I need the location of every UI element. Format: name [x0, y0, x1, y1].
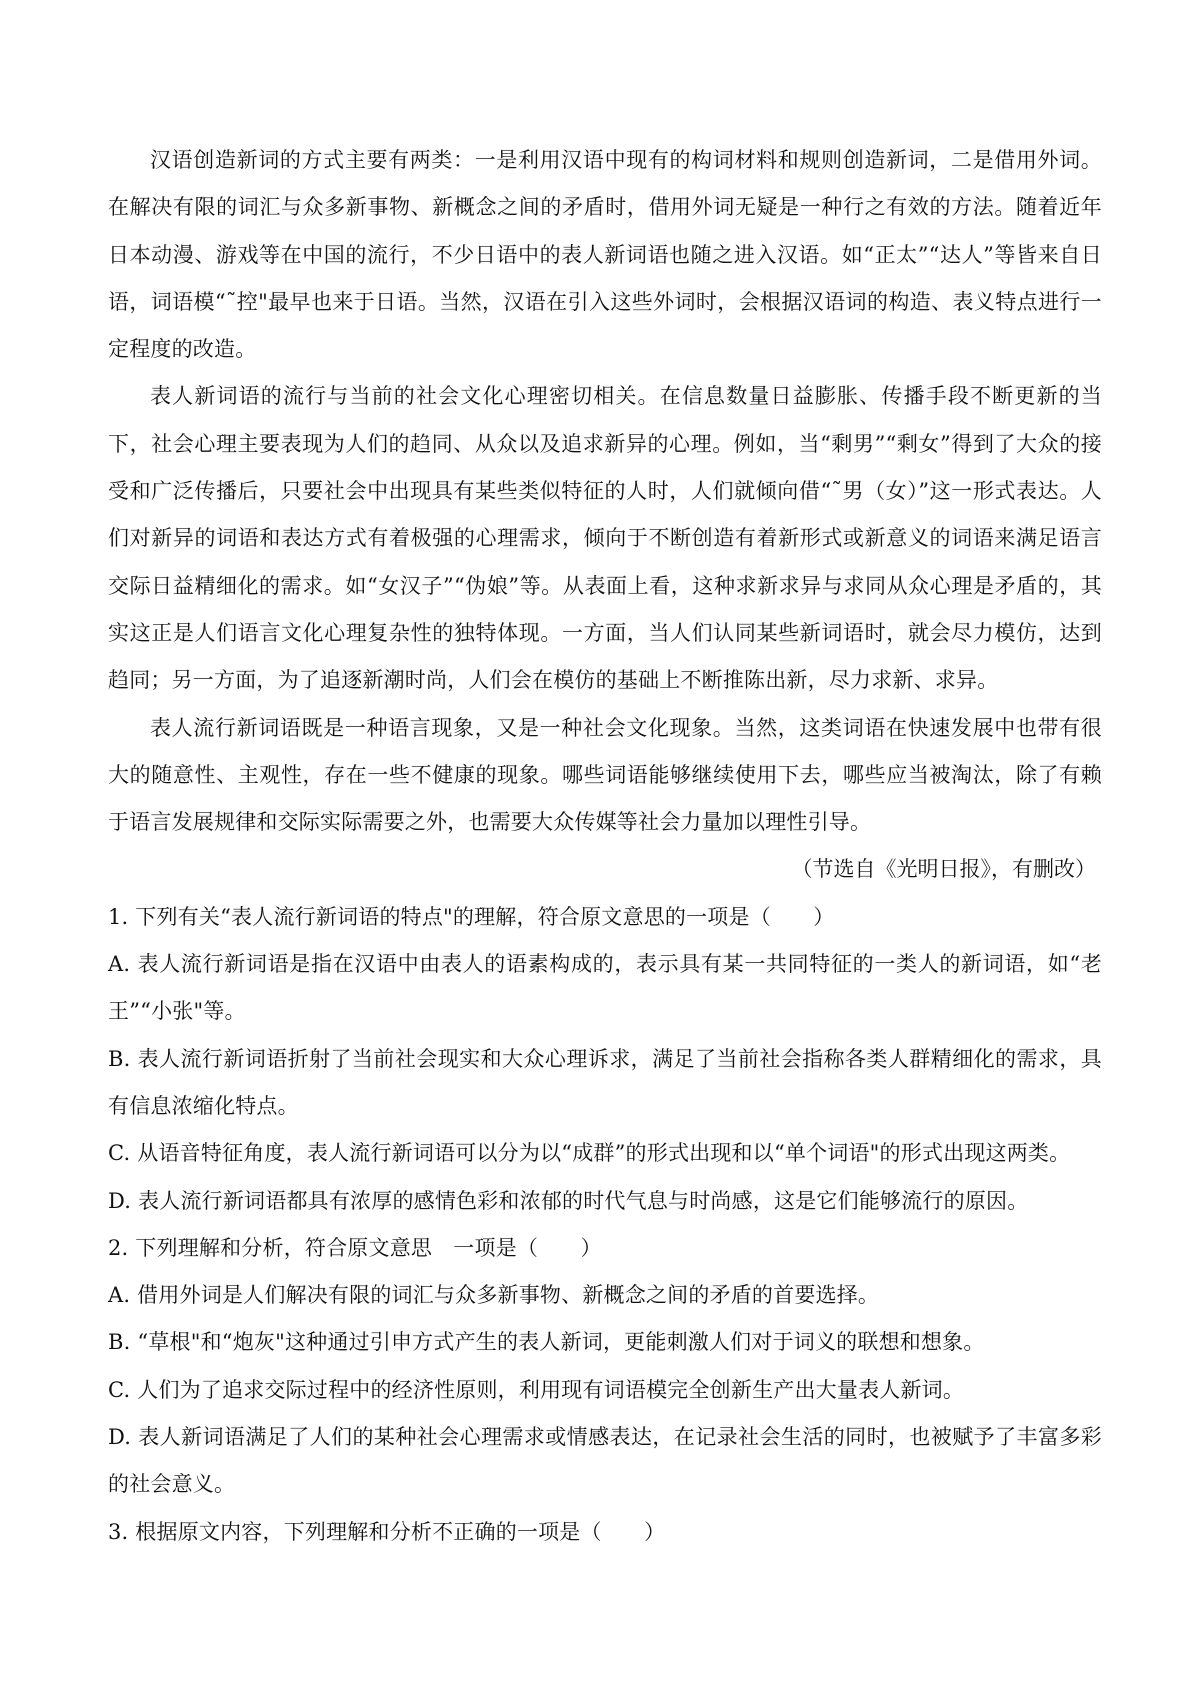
question-stem: 1. 下列有关“表人流行新词语的特点"的理解，符合原文意思的一项是（ ）	[108, 904, 835, 929]
article-source: （节选自《光明日报》，有删改）	[791, 857, 1096, 882]
question-2	[108, 1225, 1102, 1509]
option-b: B. “草根"和“炮灰"这种通过引申方式产生的表人新词，更能刺激人们对于词义的联想和想象。	[108, 1330, 985, 1355]
option-b: B. 表人流行新词语折射了当前社会现实和大众心理诉求，满足了当前社会指称各类人群精细化的需求，具有信息浓缩化特点。	[108, 1046, 1102, 1118]
option-d: D. 表人流行新词语都具有浓厚的感情色彩和浓郁的时代气息与时尚感，这是它们能够流行的原因。	[108, 1188, 1029, 1213]
article-paragraph-2: 表人新词语的流行与当前的社会文化心理密切相关。在信息数量日益膨胀、传播手段不断更新的当下，社会心理主要表现为人们的趋同、从众以及追求新异的心理。例如，当“剩男”“剩女”得到了大众的接受和广泛传播后，只要社会中出现具有某些类似特征的人时，人们就倾向借“˜男（女）”这一形式表达。人们对新异的词语和表达方式有着极强的心理需求，倾向于不断创造有着新形式或新意义的词语来满足语言交际日益精细化的需求。如“女汉子”“伪娘”等。从表面上看，这种求新求异与求同从众心理是矛盾的，其实这正是人们语言文化心理复杂性的独特体现。一方面，当人们认同某些新词语时，就会尽力模仿，达到趋同；另一方面，为了追逐新潮时尚，人们会在模仿的基础上不断推陈出新，尽力求新、求异。	[108, 384, 1102, 693]
option-c: C. 人们为了追求交际过程中的经济性原则，利用现有词语模完全创新生产出大量表人新词。	[108, 1377, 965, 1402]
option-a: A. 借用外词是人们解决有限的词汇与众多新事物、新概念之间的矛盾的首要选择。	[108, 1283, 880, 1308]
option-c: C. 从语音特征角度，表人流行新词语可以分为以“成群”的形式出现和以“单个词语"的形式出现这两类。	[108, 1141, 1071, 1166]
question-1	[108, 894, 1102, 1225]
question-list	[108, 894, 1102, 1556]
article-paragraph-3: 表人流行新词语既是一种语言现象，又是一种社会文化现象。当然，这类词语在快速发展中也带有很大的随意性、主观性，存在一些不健康的现象。哪些词语能够继续使用下去，哪些应当被淘汰，除了有赖于语言发展规律和交际实际需要之外，也需要大众传媒等社会力量加以理性引导。	[108, 715, 1102, 835]
option-a: A. 表人流行新词语是指在汉语中由表人的语素构成的，表示具有某一共同特征的一类人的新词语，如“老王”“小张"等。	[108, 952, 1102, 1024]
article-paragraph-1: 汉语创造新词的方式主要有两类：一是利用汉语中现有的构词材料和规则创造新词，二是借用外词。在解决有限的词汇与众多新事物、新概念之间的矛盾时，借用外词无疑是一种行之有效的方法。随着近年日本动漫、游戏等在中国的流行，不少日语中的表人新词语也随之进入汉语。如“正太”“达人”等皆来自日语，词语模“˜控"最早也来于日语。当然，汉语在引入这些外词时，会根据汉语词的构造、表义特点进行一定程度的改造。	[108, 148, 1102, 362]
question-stem: 2. 下列理解和分析，符合原文意思 一项是（ ）	[108, 1235, 602, 1260]
option-d: D. 表人新词语满足了人们的某种社会心理需求或情感表达，在记录社会生活的同时，也被赋予了丰富多彩的社会意义。	[108, 1425, 1102, 1497]
question-3	[108, 1509, 1102, 1556]
question-stem: 3. 根据原文内容，下列理解和分析不正确的一项是（ ）	[108, 1519, 666, 1544]
document-page	[108, 137, 1102, 1556]
